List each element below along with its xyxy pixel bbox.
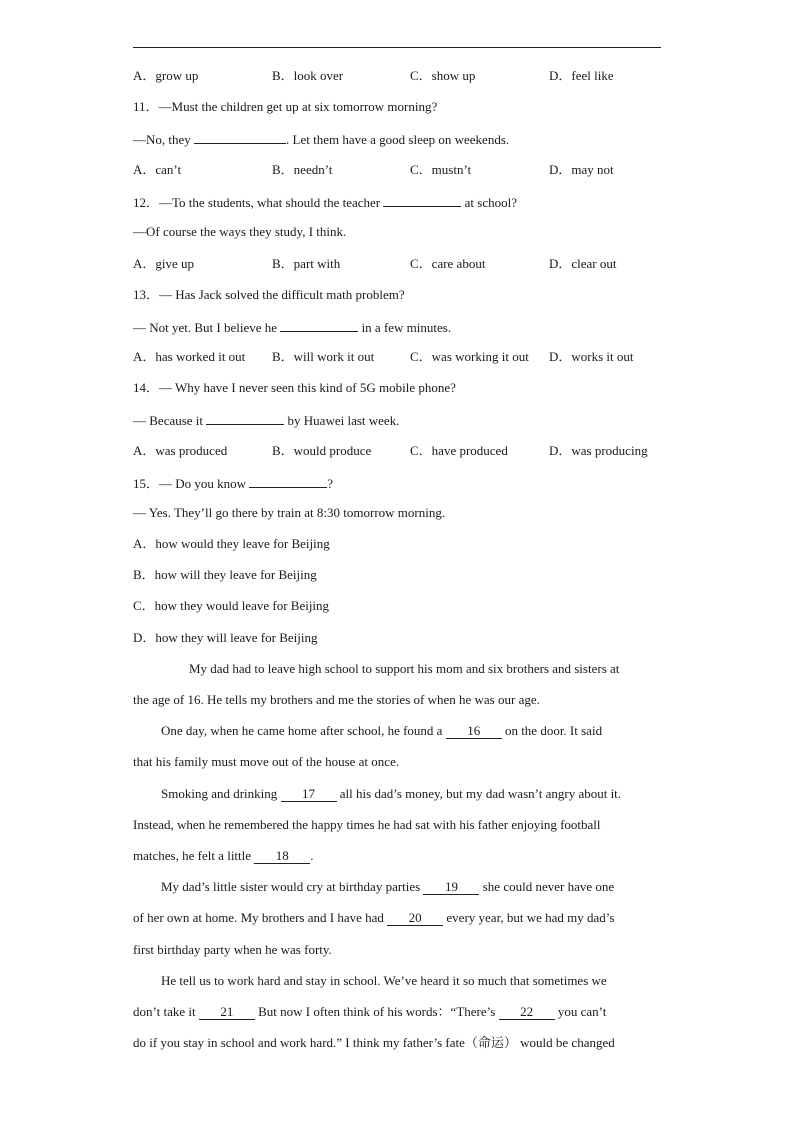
q11-reply: [133, 130, 509, 148]
passage-text: you can’t: [557, 1004, 607, 1019]
passage-p4-line1: [161, 879, 614, 895]
q12-option-a: A．give up: [133, 256, 195, 271]
passage-p3-line2: Instead, when he remembered the happy times he had sat with his father enjoying football: [133, 817, 601, 832]
passage-p1-line2: the age of 16. He tells my brothers and me the stories of when he was our age.: [133, 692, 540, 707]
passage-text: One day, when he came home after school, he found a: [161, 723, 443, 738]
q11-option-c: C．mustn’t: [410, 162, 472, 177]
q12-option-b: B．part with: [272, 256, 341, 271]
passage-p4-line3: first birthday party when he was forty.: [133, 942, 332, 957]
passage-text: all his dad’s money, but my dad wasn’t angry about it.: [339, 786, 622, 801]
q13-reply-end: in a few minutes.: [361, 320, 452, 335]
passage-p2-line2: that his family must move out of the house at once.: [133, 754, 400, 769]
blank-18: 18: [254, 849, 310, 864]
q15-option-b: B．how will they leave for Beijing: [133, 567, 317, 582]
q12-answer-blank: [383, 193, 461, 207]
q14-option-b: B．would produce: [272, 443, 372, 458]
q12-stem-end: at school?: [464, 195, 517, 210]
q15-answer-blank: [249, 474, 327, 488]
passage-text: matches, he felt a little: [133, 848, 252, 863]
q15-stem-end: ?: [327, 476, 334, 491]
q12-option-d: D．clear out: [549, 256, 617, 271]
q15-option-d: D．how they will leave for Beijing: [133, 630, 318, 645]
q10-option-b: B．look over: [272, 68, 344, 83]
blank-17: 17: [281, 787, 337, 802]
q11-option-b: B．needn’t: [272, 162, 333, 177]
blank-22: 22: [499, 1005, 555, 1020]
q12-option-c: C．care about: [410, 256, 486, 271]
q10-option-a: A．grow up: [133, 68, 199, 83]
passage-p1-line1: My dad had to leave high school to support his mom and six brothers and sisters at: [189, 661, 620, 676]
q15-option-c: C．how they would leave for Beijing: [133, 598, 330, 613]
blank-21: 21: [199, 1005, 255, 1020]
q13-stem: 13．— Has Jack solved the difficult math problem?: [133, 287, 405, 302]
q14-reply-start: — Because it: [133, 413, 204, 428]
q11-stem: 11．—Must the children get up at six tomorrow morning?: [133, 99, 438, 114]
q11-reply-start: —No, they: [133, 132, 191, 147]
q10-option-c: C．show up: [410, 68, 476, 83]
q11-option-a: A．can’t: [133, 162, 182, 177]
passage-p3-line1: [161, 786, 621, 802]
q14-option-d: D．was producing: [549, 443, 648, 458]
q14-stem: 14．— Why have I never seen this kind of 5G mobile phone?: [133, 380, 456, 395]
passage-p4-line2: [133, 910, 614, 926]
passage-text: .: [310, 848, 314, 863]
q15-stem: [133, 474, 333, 492]
q11-reply-end: . Let them have a good sleep on weekends.: [286, 132, 510, 147]
q12-reply: —Of course the ways they study, I think.: [133, 224, 347, 239]
q13-option-a: A．has worked it out: [133, 349, 246, 364]
passage-p5-line2: [133, 1004, 606, 1020]
q13-answer-blank: [280, 318, 358, 332]
passage-p5-line1: He tell us to work hard and stay in school. We’ve heard it so much that sometimes we: [161, 973, 607, 988]
q14-option-c: C．have produced: [410, 443, 508, 458]
q14-option-a: A．was produced: [133, 443, 228, 458]
q10-option-d: D．feel like: [549, 68, 614, 83]
blank-20: 20: [387, 911, 443, 926]
passage-text: Smoking and drinking: [161, 786, 278, 801]
q13-option-b: B．will work it out: [272, 349, 375, 364]
passage-text: My dad’s little sister would cry at birthday parties: [161, 879, 421, 894]
q12-stem-start: 12．—To the students, what should the teacher: [133, 195, 381, 210]
passage-text: every year, but we had my dad’s: [446, 910, 615, 925]
q13-reply-start: — Not yet. But I believe he: [133, 320, 278, 335]
passage-p5-line3: do if you stay in school and work hard.” I think my father’s fate（命运） would be changed: [133, 1035, 615, 1050]
passage-text: But now I often think of his words：“There’s: [258, 1004, 496, 1019]
header-rule: [133, 47, 661, 48]
passage-text: of her own at home. My brothers and I have had: [133, 910, 384, 925]
q14-answer-blank: [206, 411, 284, 425]
passage-text: on the door. It said: [504, 723, 603, 738]
q12-stem: [133, 193, 517, 211]
q13-option-d: D．works it out: [549, 349, 634, 364]
q11-option-d: D．may not: [549, 162, 614, 177]
passage-text: she could never have one: [482, 879, 615, 894]
q14-reply-end: by Huawei last week.: [287, 413, 400, 428]
passage-p3-line3: [133, 848, 314, 864]
passage-text: don’t take it: [133, 1004, 196, 1019]
q13-reply: [133, 318, 451, 336]
blank-16: 16: [446, 724, 502, 739]
q13-option-c: C．was working it out: [410, 349, 529, 364]
q11-answer-blank: [194, 130, 286, 144]
q15-reply: — Yes. They’ll go there by train at 8:30 tomorrow morning.: [133, 505, 446, 520]
q15-option-a: A．how would they leave for Beijing: [133, 536, 330, 551]
q15-stem-start: 15．— Do you know: [133, 476, 247, 491]
blank-19: 19: [423, 880, 479, 895]
q14-reply: [133, 411, 399, 429]
passage-p2-line1: [161, 723, 602, 739]
